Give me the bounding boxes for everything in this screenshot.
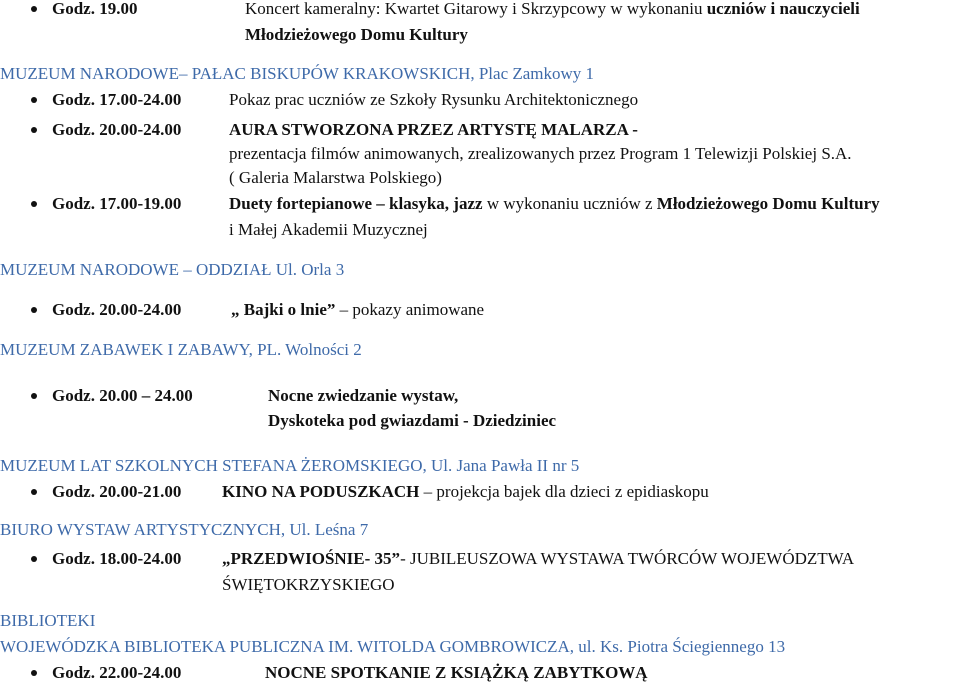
event-time: Godz. 20.00-21.00 bbox=[52, 482, 182, 501]
venue-heading: MUZEUM NARODOWE– PAŁAC BISKUPÓW KRAKOWSKICH, Plac Zamkowy 1 bbox=[0, 64, 595, 83]
bullet-icon bbox=[31, 393, 37, 399]
event-time: Godz. 20.00 – 24.00 bbox=[52, 386, 193, 405]
event-description-line2: ŚWIĘTOKRZYSKIEGO bbox=[222, 575, 395, 594]
event-title: „ Bajki o lnie” bbox=[231, 300, 336, 319]
venue-heading: MUZEUM ZABAWEK I ZABAWY, PL. Wolności 2 bbox=[0, 340, 362, 359]
event-time: Godz. 17.00-24.00 bbox=[52, 90, 182, 109]
event-description-line3: ( Galeria Malarstwa Polskiego) bbox=[229, 168, 442, 187]
bullet-icon bbox=[31, 556, 37, 562]
venue-heading: MUZEUM LAT SZKOLNYCH STEFANA ŻEROMSKIEGO, Ul. Jana Pawła II nr 5 bbox=[0, 456, 580, 475]
event-description-bold: uczniów i nauczycieli bbox=[706, 0, 860, 18]
section-heading: BIBLIOTEKI bbox=[0, 611, 96, 630]
event-title-line2: Dyskoteka pod gwiazdami - Dziedziniec bbox=[268, 411, 557, 430]
event-description-text: – pokazy animowane bbox=[335, 300, 485, 319]
bullet-icon bbox=[31, 307, 37, 313]
event-description bbox=[245, 0, 860, 20]
event-time: Godz. 22.00-24.00 bbox=[52, 663, 182, 682]
event-title: KINO NA PODUSZKACH bbox=[222, 482, 420, 501]
event-description bbox=[229, 193, 880, 215]
event-description bbox=[222, 481, 709, 503]
event-time: Godz. 20.00-24.00 bbox=[52, 120, 182, 139]
event-time: Godz. 20.00-24.00 bbox=[52, 300, 182, 319]
event-time: Godz. 19.00 bbox=[52, 0, 138, 18]
bullet-icon bbox=[31, 670, 37, 676]
event-description-line2: Młodzieżowego Domu Kultury bbox=[245, 25, 468, 44]
bullet-icon bbox=[31, 6, 37, 12]
venue-heading: MUZEUM NARODOWE – ODDZIAŁ Ul. Orla 3 bbox=[0, 260, 345, 279]
event-description-text: w wykonaniu uczniów z bbox=[482, 194, 657, 213]
bullet-icon bbox=[31, 127, 37, 133]
event-description bbox=[222, 548, 854, 570]
event-description-text: Koncert kameralny: Kwartet Gitarowy i Skrzypcowy w wykonaniu bbox=[245, 0, 707, 18]
event-title: „PRZEDWIOŚNIE- 35” bbox=[222, 549, 401, 568]
event-description bbox=[231, 299, 484, 321]
event-description-text: - JUBILEUSZOWA WYSTAWA TWÓRCÓW WOJEWÓDZTWA bbox=[400, 549, 855, 568]
event-time: Godz. 17.00-19.00 bbox=[52, 194, 182, 213]
bullet-icon bbox=[31, 97, 37, 103]
event-title: NOCNE SPOTKANIE Z KSIĄŻKĄ ZABYTKOWĄ bbox=[265, 663, 648, 682]
library-heading: WOJEWÓDZKA BIBLIOTEKA PUBLICZNA IM. WITOLDA GOMBROWICZA, ul. Ks. Piotra Ściegiennego 13 bbox=[0, 637, 786, 656]
event-title: Nocne zwiedzanie wystaw, bbox=[268, 386, 459, 405]
event-title: Duety fortepianowe – klasyka, jazz bbox=[229, 194, 483, 213]
event-description-text: – projekcja bajek dla dzieci z epidiaskopu bbox=[419, 482, 709, 501]
bullet-icon bbox=[31, 201, 37, 207]
event-description-bold: Młodzieżowego Domu Kultury bbox=[656, 194, 880, 213]
event-description: prezentacja filmów animowanych, zrealizowanych przez Program 1 Telewizji Polskiej S.A. bbox=[229, 144, 852, 163]
venue-heading: BIURO WYSTAW ARTYSTYCZNYCH, Ul. Leśna 7 bbox=[0, 520, 369, 539]
event-description-line2: i Małej Akademii Muzycznej bbox=[229, 220, 428, 239]
bullet-icon bbox=[31, 489, 37, 495]
event-description: Pokaz prac uczniów ze Szkoły Rysunku Architektonicznego bbox=[229, 90, 639, 109]
event-title: AURA STWORZONA PRZEZ ARTYSTĘ MALARZA - bbox=[229, 120, 638, 139]
event-time: Godz. 18.00-24.00 bbox=[52, 549, 182, 568]
